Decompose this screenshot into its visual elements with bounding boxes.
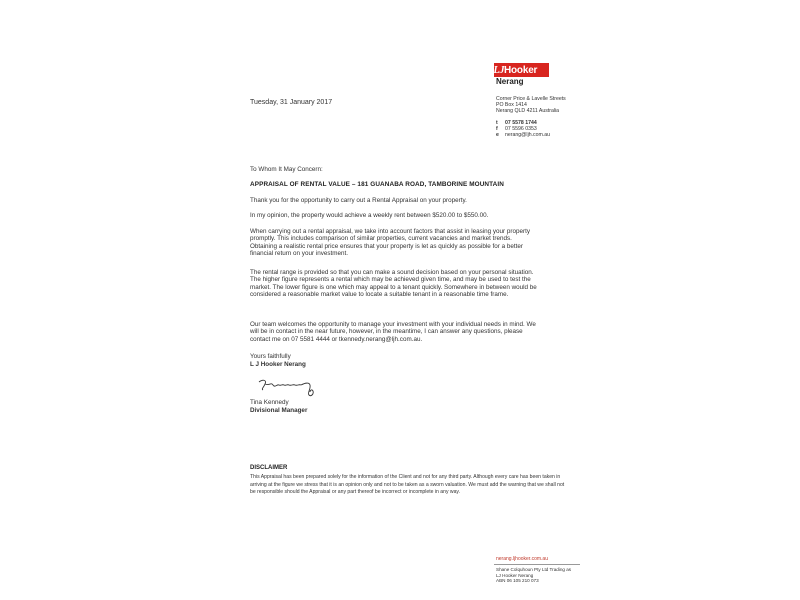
address-line-1: Corner Price & Lavelle Streets [496, 96, 566, 102]
company-name: L J Hooker Nerang [250, 361, 306, 368]
logo-wordmark: Hooker [504, 64, 538, 76]
office-address [496, 96, 566, 115]
paragraph-1: Thank you for the opportunity to carry out a Rental Appraisal on your property. [250, 197, 467, 204]
letter-date: Tuesday, 31 January 2017 [250, 99, 333, 106]
footer-line-2: LJ Hooker Nerang [496, 572, 534, 578]
disclaimer-title: DISCLAIMER [250, 465, 288, 471]
salutation: To Whom It May Concern: [250, 166, 323, 173]
footer-line-1: Shane Colquhoun Pty Ltd Trading as [496, 567, 572, 572]
address-line-2: PO Box 1414 [496, 102, 527, 109]
fax-number: 07 5596 0353 [505, 126, 537, 133]
fax-label: f [496, 126, 498, 133]
footer-divider [494, 564, 580, 565]
lj-hooker-logo [494, 63, 549, 77]
footer-line-3: ABN 06 105 210 073 [496, 578, 539, 584]
letter-page [218, 0, 583, 600]
lj-logo-mark: LJ [493, 64, 505, 76]
signatory-title: Divisional Manager [250, 407, 308, 414]
website-link[interactable]: nerang.ljhooker.com.au [496, 556, 548, 562]
phone-label: t [496, 120, 498, 126]
office-name: Nerang [496, 77, 524, 86]
letter-subject: APPRAISAL OF RENTAL VALUE – 181 GUANABA ROAD, TAMBORINE MOUNTAIN [250, 181, 504, 188]
disclaimer-body: This Appraisal has been prepared solely for the information of the Client and not for any third party. Although every care has been taken in arriving at the figure we stress that it is an opinion only and not to be taken as a sworn valuation. We must add the warning that we shall not be responsible should the Appraisal or any part thereof be incorrect or incomplete in any way. [250, 474, 565, 496]
paragraph-5: Our team welcomes the opportunity to manage your investment with your individual needs in mind. We will be in contact in the near future, however, in the meantime, I can answer any questions, please contact me on 07 5581 4444 or tkennedy.nerang@ljh.com.au. [250, 321, 536, 343]
address-line-3: Nerang QLD 4211 Australia [496, 108, 560, 115]
handwritten-signature [255, 376, 321, 398]
email-label: e [496, 132, 499, 139]
email-address[interactable]: nerang@ljh.com.au [505, 132, 551, 139]
office-contact [496, 120, 550, 139]
signatory-name: Tina Kennedy [250, 399, 289, 406]
phone-number: 07 5578 1744 [505, 120, 537, 126]
footer-legal [496, 567, 571, 584]
paragraph-4: The rental range is provided so that you can make a sound decision based on your personal situation. The higher figure represents a rental which may be achieved given time, and may be used to test the market. The lower figure is one which may appeal to a tenant quickly. Somewhere in between would be considered a reasonable market value to locate a suitable tenant in a reasonable time frame. [250, 269, 537, 299]
paragraph-2: In my opinion, the property would achieve a weekly rent between $520.00 to $550.00. [250, 212, 489, 219]
paragraph-3: When carrying out a rental appraisal, we take into account factors that assist in leasing your property promptly. This includes comparison of similar properties, current vacancies and market trends. Obtaining a realistic rental price ensures that your property is let as quickly as possible for a better financial return on your investment. [250, 228, 531, 258]
closing: Yours faithfully [250, 353, 291, 360]
